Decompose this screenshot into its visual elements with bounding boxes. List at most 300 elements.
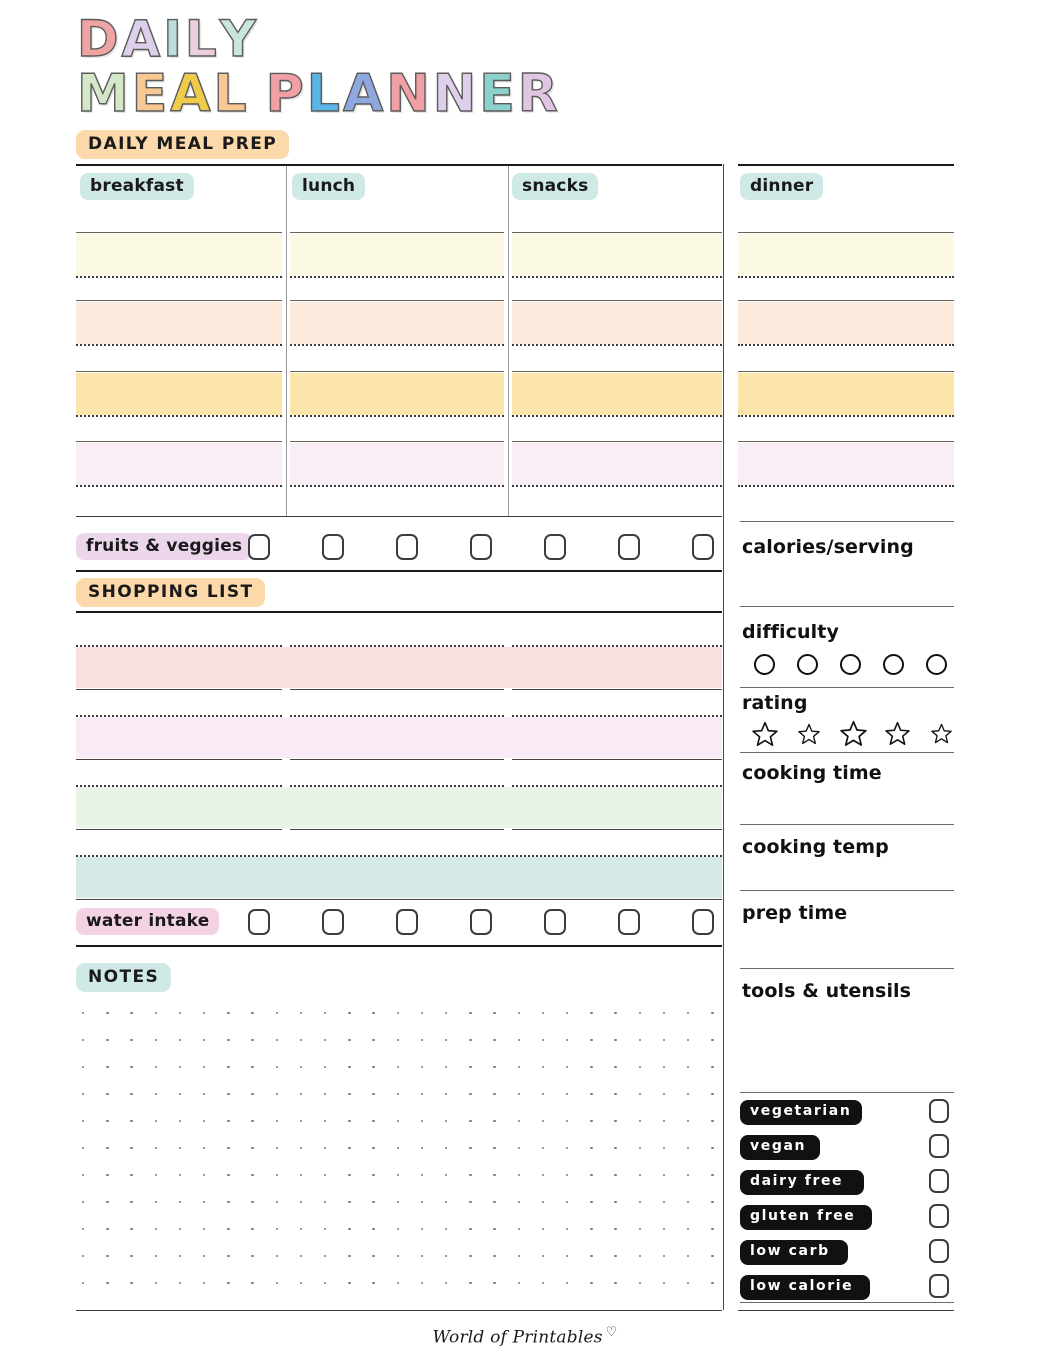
notes-dot xyxy=(348,1174,350,1176)
cooking-time-section-rule xyxy=(740,752,954,753)
fruits-veggies-checkbox-2[interactable] xyxy=(322,534,344,560)
notes-dot xyxy=(421,1255,423,1257)
shopping-list-line[interactable] xyxy=(290,785,504,830)
notes-dot xyxy=(663,1201,665,1203)
notes-dot xyxy=(566,1228,568,1230)
band-bottom-rule xyxy=(76,344,282,346)
notes-dot-row xyxy=(82,1147,720,1174)
notes-dot xyxy=(203,1012,205,1014)
notes-dot xyxy=(566,1012,568,1014)
fruits-veggies-checkbox-3[interactable] xyxy=(396,534,418,560)
meal-entry-line[interactable] xyxy=(76,371,282,417)
meal-entry-line[interactable] xyxy=(290,300,504,346)
notes-dot xyxy=(130,1066,132,1068)
notes-dot xyxy=(493,1282,495,1284)
band-fill xyxy=(76,302,282,344)
notes-dot xyxy=(397,1012,399,1014)
title-letter: L xyxy=(213,64,248,124)
notes-dot xyxy=(518,1201,520,1203)
notes-dot xyxy=(518,1066,520,1068)
diet-checkbox-low-carb[interactable] xyxy=(929,1239,949,1263)
notes-dot xyxy=(639,1228,641,1230)
notes-dot xyxy=(227,1255,229,1257)
notes-dot xyxy=(82,1147,84,1149)
shopping-list-line[interactable] xyxy=(76,785,282,830)
notes-dot xyxy=(445,1012,447,1014)
fruits-row-bottom-rule xyxy=(76,570,722,572)
notes-dot xyxy=(493,1066,495,1068)
meal-entry-line[interactable] xyxy=(290,441,504,487)
band-top-rule xyxy=(76,300,282,301)
notes-dot xyxy=(590,1120,592,1122)
notes-dot xyxy=(300,1255,302,1257)
calories-label: calories/serving xyxy=(742,536,914,558)
rating-star-4[interactable] xyxy=(885,721,910,746)
notes-dot xyxy=(82,1228,84,1230)
water-intake-checkbox-7[interactable] xyxy=(692,909,714,935)
notes-dot xyxy=(614,1282,616,1284)
notes-dot xyxy=(421,1039,423,1041)
meal-entry-line[interactable] xyxy=(512,371,722,417)
meal-column-divider-1 xyxy=(286,166,287,516)
notes-dot xyxy=(372,1120,374,1122)
notes-dot xyxy=(687,1255,689,1257)
difficulty-label: difficulty xyxy=(742,621,839,643)
band-fill xyxy=(738,302,954,344)
difficulty-circle-4[interactable] xyxy=(883,654,904,675)
notes-dot xyxy=(324,1255,326,1257)
section-label-meal-prep: DAILY MEAL PREP xyxy=(76,130,289,159)
notes-dot xyxy=(445,1093,447,1095)
notes-dot-row xyxy=(82,1120,720,1147)
notes-dot xyxy=(397,1147,399,1149)
notes-dot xyxy=(421,1066,423,1068)
meal-entry-line[interactable] xyxy=(738,371,954,417)
notes-dot xyxy=(227,1228,229,1230)
rating-star-2[interactable] xyxy=(798,723,820,745)
meal-entry-line[interactable] xyxy=(738,441,954,487)
notes-dot-row xyxy=(82,1093,720,1120)
band-fill xyxy=(738,234,954,276)
notes-dot-row xyxy=(82,1039,720,1066)
notes-dot xyxy=(276,1066,278,1068)
notes-dot xyxy=(251,1012,253,1014)
band-bottom-rule xyxy=(290,276,504,278)
notes-dot xyxy=(251,1147,253,1149)
notes-dot xyxy=(130,1039,132,1041)
fruits-veggies-checkbox-7[interactable] xyxy=(692,534,714,560)
notes-dot xyxy=(372,1147,374,1149)
meal-grid-top-rule-left xyxy=(76,164,722,166)
notes-dot xyxy=(155,1012,157,1014)
notes-dot xyxy=(203,1201,205,1203)
shopping-list-line[interactable] xyxy=(512,785,722,830)
notes-dot xyxy=(493,1255,495,1257)
notes-dot xyxy=(590,1174,592,1176)
diet-checkbox-vegetarian[interactable] xyxy=(929,1099,949,1123)
meal-entry-line[interactable] xyxy=(512,300,722,346)
band-top-rule xyxy=(76,232,282,233)
band-top-rule xyxy=(512,232,722,233)
difficulty-circle-2[interactable] xyxy=(797,654,818,675)
band-bottom-rule xyxy=(290,415,504,417)
prep-time-label: prep time xyxy=(742,902,848,924)
diet-tag-dairy-free: dairy free xyxy=(740,1170,864,1195)
notes-dot xyxy=(639,1039,641,1041)
title-letter: N xyxy=(386,64,431,124)
title-letter: A xyxy=(121,10,162,68)
band-bottom-rule xyxy=(76,276,282,278)
meal-entry-line[interactable] xyxy=(290,232,504,278)
meal-entry-line[interactable] xyxy=(512,441,722,487)
notes-dot xyxy=(324,1174,326,1176)
footer-branding xyxy=(0,1325,1050,1348)
fruits-veggies-checkbox-5[interactable] xyxy=(544,534,566,560)
water-intake-checkbox-2[interactable] xyxy=(322,909,344,935)
title-line-daily xyxy=(76,10,560,68)
column-header-lunch: lunch xyxy=(292,173,365,200)
meal-entry-line[interactable] xyxy=(76,300,282,346)
band-top-rule xyxy=(76,441,282,442)
column-header-dinner: dinner xyxy=(740,173,823,200)
notes-dot xyxy=(711,1012,713,1014)
diet-checkbox-gluten-free[interactable] xyxy=(929,1204,949,1228)
notes-dot xyxy=(251,1282,253,1284)
notes-dot xyxy=(518,1228,520,1230)
notes-dot xyxy=(421,1228,423,1230)
notes-dot xyxy=(106,1120,108,1122)
notes-dot xyxy=(445,1201,447,1203)
diet-checkbox-vegan[interactable] xyxy=(929,1134,949,1158)
notes-dot xyxy=(542,1039,544,1041)
notes-dot-row xyxy=(82,1255,720,1282)
notes-dot xyxy=(421,1093,423,1095)
notes-dot xyxy=(82,1255,84,1257)
notes-dot xyxy=(251,1255,253,1257)
notes-dot xyxy=(711,1228,713,1230)
notes-dot xyxy=(155,1093,157,1095)
page-bottom-rule-left xyxy=(76,1310,722,1311)
notes-dot xyxy=(687,1012,689,1014)
notes-dot xyxy=(203,1282,205,1284)
notes-dot xyxy=(614,1201,616,1203)
water-row-bottom-rule xyxy=(76,945,722,947)
notes-dot xyxy=(469,1066,471,1068)
notes-dot xyxy=(493,1093,495,1095)
band-fill xyxy=(512,373,722,415)
fruits-veggies-checkbox-1[interactable] xyxy=(248,534,270,560)
band-fill xyxy=(76,373,282,415)
notes-dot xyxy=(82,1093,84,1095)
notes-dot xyxy=(542,1255,544,1257)
notes-dot xyxy=(711,1255,713,1257)
band-bottom-rule xyxy=(76,829,282,830)
notes-dot xyxy=(324,1201,326,1203)
notes-dot xyxy=(397,1093,399,1095)
notes-dot xyxy=(566,1039,568,1041)
notes-dot xyxy=(106,1282,108,1284)
title-letter: I xyxy=(163,10,183,68)
shopping-list-line[interactable] xyxy=(290,715,504,760)
notes-dot xyxy=(445,1120,447,1122)
notes-dot xyxy=(130,1147,132,1149)
band-top-rule xyxy=(290,300,504,301)
notes-dot xyxy=(276,1201,278,1203)
band-top-rule xyxy=(290,785,504,787)
notes-dot xyxy=(542,1012,544,1014)
notes-dot xyxy=(518,1012,520,1014)
band-bottom-rule xyxy=(512,415,722,417)
notes-dot xyxy=(276,1093,278,1095)
notes-dot xyxy=(106,1039,108,1041)
rating-star-5[interactable] xyxy=(931,723,952,744)
shopping-list-line[interactable] xyxy=(512,645,722,690)
notes-dot xyxy=(590,1012,592,1014)
notes-dot xyxy=(372,1093,374,1095)
notes-dot xyxy=(348,1039,350,1041)
notes-dot xyxy=(324,1093,326,1095)
difficulty-circle-3[interactable] xyxy=(840,654,861,675)
diet-checkbox-dairy-free[interactable] xyxy=(929,1169,949,1193)
notes-dot xyxy=(276,1120,278,1122)
notes-dot xyxy=(372,1201,374,1203)
notes-dot xyxy=(639,1201,641,1203)
band-top-rule xyxy=(512,300,722,301)
notes-dot xyxy=(445,1039,447,1041)
notes-dot xyxy=(639,1120,641,1122)
notes-dot xyxy=(251,1174,253,1176)
notes-dot xyxy=(663,1228,665,1230)
notes-dot xyxy=(469,1012,471,1014)
notes-dot xyxy=(179,1147,181,1149)
band-bottom-rule xyxy=(512,759,722,760)
band-fill xyxy=(290,302,504,344)
notes-dot xyxy=(348,1255,350,1257)
notes-dot-grid[interactable] xyxy=(82,1012,720,1309)
notes-dot xyxy=(518,1120,520,1122)
fruits-veggies-checkbox-6[interactable] xyxy=(618,534,640,560)
notes-dot xyxy=(493,1228,495,1230)
column-header-snacks: snacks xyxy=(512,173,598,200)
notes-dot xyxy=(82,1120,84,1122)
section-label-shopping-list: SHOPPING LIST xyxy=(76,578,265,607)
band-top-rule xyxy=(76,645,282,647)
notes-dot-row xyxy=(82,1201,720,1228)
notes-dot xyxy=(566,1120,568,1122)
shopping-list-line[interactable] xyxy=(512,715,722,760)
diet-tag-low-calorie: low calorie xyxy=(740,1275,870,1300)
notes-dot xyxy=(663,1093,665,1095)
notes-dot xyxy=(130,1012,132,1014)
band-bottom-rule xyxy=(290,829,504,830)
cooking-temp-label: cooking temp xyxy=(742,836,889,858)
notes-dot xyxy=(542,1282,544,1284)
title-letter: R xyxy=(517,64,559,124)
notes-dot xyxy=(445,1066,447,1068)
notes-dot xyxy=(614,1066,616,1068)
notes-dot xyxy=(300,1282,302,1284)
notes-dot xyxy=(251,1039,253,1041)
notes-dot xyxy=(155,1228,157,1230)
notes-dot xyxy=(518,1039,520,1041)
notes-dot xyxy=(663,1066,665,1068)
notes-dot xyxy=(276,1255,278,1257)
notes-dot xyxy=(687,1201,689,1203)
water-intake-checkbox-3[interactable] xyxy=(396,909,418,935)
band-top-rule xyxy=(290,441,504,442)
rating-section-rule xyxy=(740,687,954,688)
band-bottom-rule xyxy=(290,689,504,690)
notes-dot xyxy=(518,1093,520,1095)
diet-checkbox-low-calorie[interactable] xyxy=(929,1274,949,1298)
notes-dot xyxy=(324,1039,326,1041)
shopping-list-line[interactable] xyxy=(76,715,282,760)
rating-star-3[interactable] xyxy=(840,720,867,747)
notes-dot xyxy=(324,1120,326,1122)
notes-dot xyxy=(469,1282,471,1284)
notes-dot xyxy=(276,1012,278,1014)
notes-dot xyxy=(130,1093,132,1095)
notes-dot xyxy=(445,1147,447,1149)
notes-dot xyxy=(106,1228,108,1230)
notes-dot xyxy=(566,1147,568,1149)
meal-entry-line[interactable] xyxy=(512,232,722,278)
notes-dot xyxy=(276,1228,278,1230)
tools-section-rule xyxy=(740,968,954,969)
title-letter: D xyxy=(77,10,120,68)
band-top-rule xyxy=(738,232,954,233)
cooking-temp-section-rule xyxy=(740,824,954,825)
notes-dot xyxy=(614,1147,616,1149)
band-fill xyxy=(290,234,504,276)
notes-dot xyxy=(663,1147,665,1149)
title-letter: P xyxy=(265,64,305,124)
notes-dot xyxy=(179,1174,181,1176)
notes-dot xyxy=(566,1201,568,1203)
notes-dot xyxy=(590,1093,592,1095)
notes-dot xyxy=(106,1201,108,1203)
notes-dot xyxy=(397,1174,399,1176)
notes-dot xyxy=(445,1174,447,1176)
notes-dot xyxy=(155,1066,157,1068)
notes-dot xyxy=(397,1066,399,1068)
notes-dot xyxy=(397,1228,399,1230)
notes-dot xyxy=(663,1255,665,1257)
notes-dot xyxy=(639,1174,641,1176)
water-intake-checkbox-6[interactable] xyxy=(618,909,640,935)
notes-dot xyxy=(348,1201,350,1203)
meal-grid-top-rule-right xyxy=(738,164,954,166)
notes-dot xyxy=(251,1228,253,1230)
title-letter: E xyxy=(479,64,516,124)
notes-dot xyxy=(663,1120,665,1122)
fruits-veggies-label: fruits & veggies xyxy=(76,533,252,560)
difficulty-circle-1[interactable] xyxy=(754,654,775,675)
notes-dot xyxy=(590,1255,592,1257)
notes-dot xyxy=(639,1282,641,1284)
notes-dot xyxy=(276,1039,278,1041)
notes-dot xyxy=(130,1255,132,1257)
water-intake-checkbox-1[interactable] xyxy=(248,909,270,935)
notes-dot xyxy=(493,1201,495,1203)
band-fill xyxy=(512,234,722,276)
meal-entry-line[interactable] xyxy=(738,300,954,346)
notes-dot xyxy=(711,1039,713,1041)
notes-dot xyxy=(106,1093,108,1095)
notes-dot xyxy=(227,1066,229,1068)
band-top-rule xyxy=(512,371,722,372)
band-bottom-rule xyxy=(76,485,282,487)
notes-dot xyxy=(397,1201,399,1203)
notes-dot-row xyxy=(82,1174,720,1201)
notes-dot xyxy=(566,1174,568,1176)
notes-dot xyxy=(445,1255,447,1257)
notes-dot xyxy=(687,1093,689,1095)
band-top-rule xyxy=(512,715,722,717)
diet-tags-top-rule xyxy=(740,1092,954,1093)
band-top-rule xyxy=(290,232,504,233)
band-top-rule xyxy=(76,715,282,717)
notes-dot xyxy=(130,1174,132,1176)
notes-dot xyxy=(106,1147,108,1149)
difficulty-circle-5[interactable] xyxy=(926,654,947,675)
shopping-list-line[interactable] xyxy=(76,855,722,900)
notes-dot xyxy=(179,1201,181,1203)
notes-dot xyxy=(348,1093,350,1095)
notes-dot xyxy=(469,1228,471,1230)
fruits-veggies-checkbox-4[interactable] xyxy=(470,534,492,560)
water-intake-checkbox-4[interactable] xyxy=(470,909,492,935)
meal-entry-line[interactable] xyxy=(76,441,282,487)
notes-dot xyxy=(590,1201,592,1203)
notes-dot xyxy=(711,1120,713,1122)
title-letter: L xyxy=(184,10,218,68)
notes-dot xyxy=(348,1282,350,1284)
notes-dot xyxy=(227,1039,229,1041)
title-letter: Y xyxy=(219,10,257,68)
column-header-breakfast: breakfast xyxy=(80,173,194,200)
meal-entry-line[interactable] xyxy=(76,232,282,278)
notes-dot xyxy=(82,1012,84,1014)
band-fill xyxy=(76,443,282,485)
notes-dot xyxy=(300,1066,302,1068)
band-bottom-rule xyxy=(512,829,722,830)
band-top-rule xyxy=(512,441,722,442)
meal-entry-line[interactable] xyxy=(738,232,954,278)
notes-dot xyxy=(372,1282,374,1284)
title-letter: A xyxy=(170,64,212,124)
shopping-list-line[interactable] xyxy=(290,645,504,690)
notes-dot xyxy=(663,1039,665,1041)
band-bottom-rule xyxy=(738,276,954,278)
water-intake-checkbox-5[interactable] xyxy=(544,909,566,935)
notes-dot xyxy=(542,1093,544,1095)
notes-dot xyxy=(614,1012,616,1014)
band-bottom-rule xyxy=(290,485,504,487)
notes-dot xyxy=(227,1282,229,1284)
notes-dot xyxy=(155,1201,157,1203)
notes-dot xyxy=(372,1255,374,1257)
band-bottom-rule xyxy=(512,485,722,487)
band-top-rule xyxy=(76,785,282,787)
band-top-rule xyxy=(76,371,282,372)
rating-star-1[interactable] xyxy=(752,721,778,747)
notes-dot xyxy=(445,1228,447,1230)
meal-entry-line[interactable] xyxy=(290,371,504,417)
notes-dot xyxy=(469,1174,471,1176)
notes-dot xyxy=(614,1039,616,1041)
shopping-list-line[interactable] xyxy=(76,645,282,690)
